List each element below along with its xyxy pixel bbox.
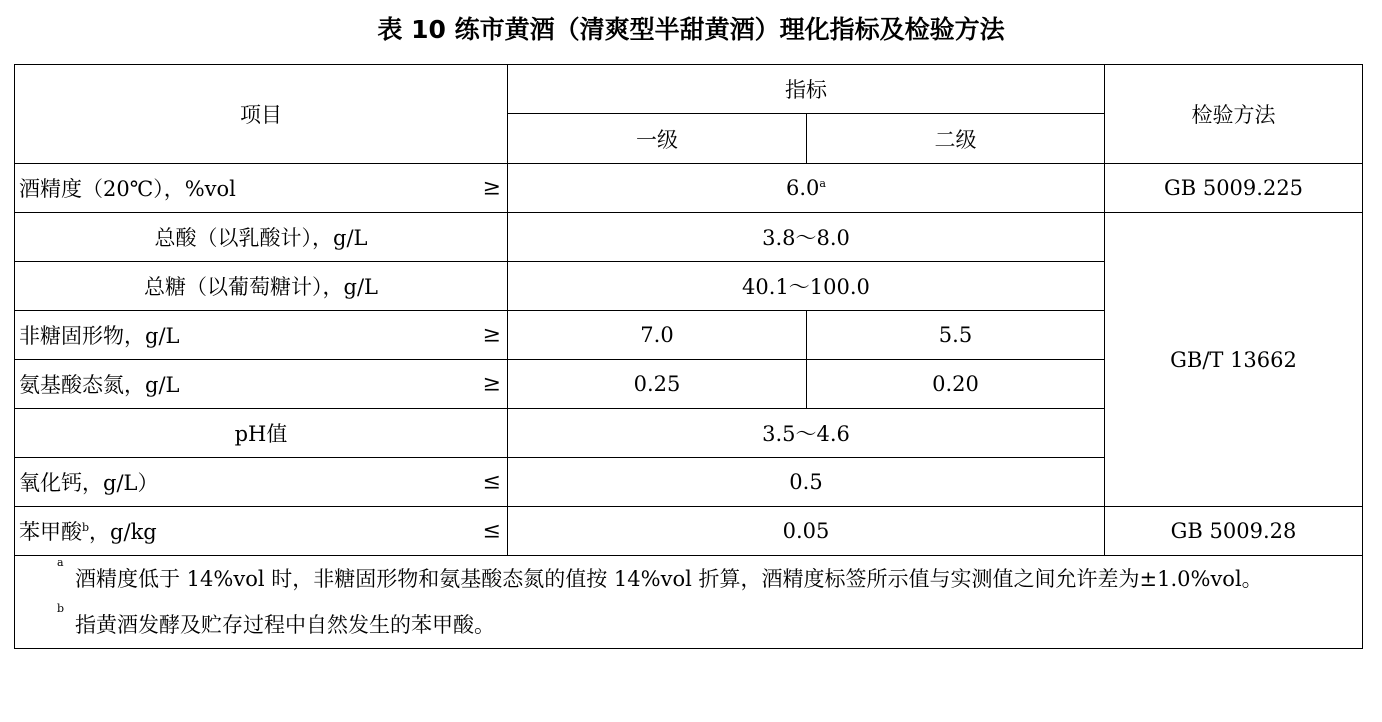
row-item-cell	[15, 360, 508, 409]
footnote-b: b 指黄酒发酵及贮存过程中自然发生的苯甲酸。	[57, 602, 495, 637]
row-grade2-value: 5.5	[807, 311, 1105, 360]
row-method: GB 5009.28	[1105, 507, 1363, 556]
row-value: 0.05	[508, 507, 1105, 556]
table-row	[15, 164, 1363, 213]
row-item-cell	[15, 507, 508, 556]
header-grade2: 二级	[807, 114, 1105, 164]
row-item: 总酸（以乳酸计），g/L	[15, 213, 508, 262]
row-grade1-value: 7.0	[508, 311, 807, 360]
footnote-b-text: 指黄酒发酵及贮存过程中自然发生的苯甲酸。	[75, 613, 495, 637]
header-method: 检验方法	[1105, 65, 1363, 164]
table-row	[15, 507, 1363, 556]
row-value: 3.5～4.6	[508, 409, 1105, 458]
row-item: 氨基酸态氮，g/L	[19, 373, 180, 397]
spec-table	[14, 64, 1363, 649]
row-method: GB 5009.225	[1105, 164, 1363, 213]
header-item: 项目	[15, 65, 508, 164]
row-item: 总糖（以葡萄糖计），g/L	[15, 262, 508, 311]
footnote-mark-b: b	[82, 521, 90, 534]
notes-cell	[15, 556, 1363, 649]
row-item: 氧化钙，g/L）	[19, 471, 159, 495]
comparison-operator: ≥	[482, 371, 501, 397]
comparison-operator: ≤	[482, 518, 501, 544]
notes-row	[15, 556, 1363, 649]
header-index: 指标	[508, 65, 1105, 114]
footnote-a: a 酒精度低于 14%vol 时，非糖固形物和氨基酸态氮的值按 14%vol 折算，酒精度标签所示值与实测值之间允许差为±1.0%vol。	[57, 556, 1263, 591]
row-value: 40.1～100.0	[508, 262, 1105, 311]
row-grade2-value: 0.20	[807, 360, 1105, 409]
row-item-cell	[15, 311, 508, 360]
table-title: 表 10 练市黄酒（清爽型半甜黄酒）理化指标及检验方法	[377, 15, 1005, 44]
merged-method: GB/T 13662	[1105, 213, 1363, 507]
row-item-cell	[15, 164, 508, 213]
row-item-cell	[15, 458, 508, 507]
comparison-operator: ≥	[482, 175, 501, 201]
footnote-a-text: 酒精度低于 14%vol 时，非糖固形物和氨基酸态氮的值按 14%vol 折算，酒精度标签所示值与实测值之间允许差为±1.0%vol。	[75, 567, 1263, 591]
row-grade1-value: 0.25	[508, 360, 807, 409]
row-value: 6.0$^a$	[508, 164, 1105, 213]
header-grade1: 一级	[508, 114, 807, 164]
table-row	[15, 213, 1363, 262]
row-item: 酒精度（20℃），%vol	[19, 177, 236, 201]
row-item: 苯甲酸	[19, 520, 82, 544]
row-item: pH值	[15, 409, 508, 458]
footnote-mark-a: a	[819, 177, 826, 190]
comparison-operator: ≤	[482, 469, 501, 495]
row-item-unit: ，g/kg	[89, 520, 157, 544]
row-value: 3.8～8.0	[508, 213, 1105, 262]
row-value: 0.5	[508, 458, 1105, 507]
comparison-operator: ≥	[482, 322, 501, 348]
row-item: 非糖固形物，g/L	[19, 324, 180, 348]
